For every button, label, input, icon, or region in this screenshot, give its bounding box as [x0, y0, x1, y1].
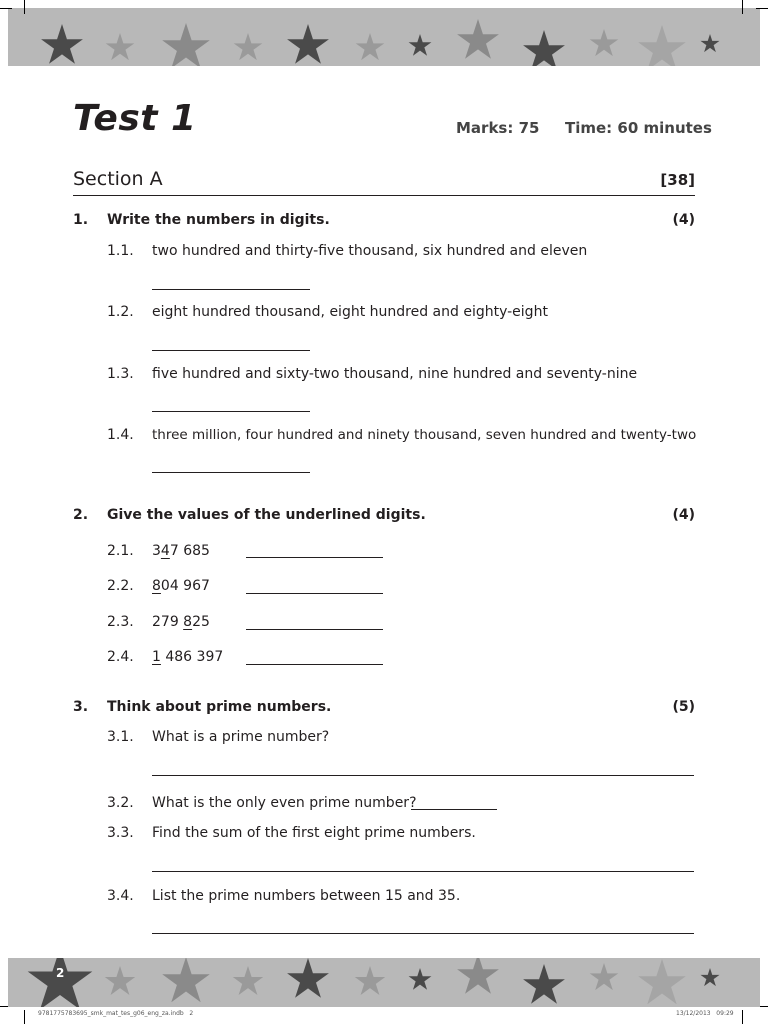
question-number: 1.: [73, 212, 89, 228]
star-icon: [523, 30, 565, 66]
sub-question-number: 1.3.: [107, 366, 134, 382]
digits-after: 7 685: [169, 543, 210, 559]
star-icon: [234, 33, 263, 60]
answer-line[interactable]: [152, 411, 310, 412]
sub-question-number: 2.4.: [107, 649, 134, 665]
number-with-underlined-digit: [152, 649, 223, 665]
star-icon: [287, 958, 329, 998]
question-prompt: Write the numbers in digits.: [107, 212, 330, 228]
question-marks: (5): [672, 699, 695, 715]
question-number: 2.: [73, 507, 89, 523]
sub-question-number: 3.3.: [107, 825, 134, 841]
star-decoration-bottom: [8, 958, 760, 1007]
crop-mark: [742, 0, 743, 14]
sub-question-text: What is a prime number?: [152, 729, 330, 745]
star-icon: [523, 964, 565, 1004]
star-icon: [356, 33, 385, 60]
digits-after: 486 397: [160, 649, 224, 665]
star-icon: [590, 29, 619, 56]
star-icon: [457, 19, 499, 59]
answer-line[interactable]: [246, 557, 383, 558]
sub-question-text: Find the sum of the first eight prime numbers.: [152, 825, 476, 841]
number-with-underlined-digit: [152, 614, 210, 630]
answer-line[interactable]: [152, 472, 310, 473]
time-allowed: Time: 60 minutes: [565, 119, 712, 137]
page-number: 2: [56, 966, 65, 980]
sub-question-number: 1.2.: [107, 304, 134, 320]
answer-line[interactable]: [246, 629, 383, 630]
star-icon: [287, 24, 329, 64]
star-icon: [638, 959, 686, 1004]
section-title: Section A: [73, 168, 163, 190]
question-prompt: Think about prime numbers.: [107, 699, 332, 715]
sub-question-text: three million, four hundred and ninety thousand, seven hundred and twenty-two: [152, 427, 697, 443]
star-icon: [106, 33, 135, 60]
star-icon: [355, 966, 385, 995]
sub-question-number: 3.1.: [107, 729, 134, 745]
question-marks: (4): [672, 212, 695, 228]
digits-after: 04 967: [160, 578, 210, 594]
question-prompt: Give the values of the underlined digits.: [107, 507, 426, 523]
underlined-digit: 4: [160, 543, 170, 559]
section-divider: [73, 195, 695, 196]
sub-question-number: 2.3.: [107, 614, 134, 630]
sub-question-text: eight hundred thousand, eight hundred and eighty-eight: [152, 304, 548, 320]
sub-question-text: List the prime numbers between 15 and 35.: [152, 888, 461, 904]
answer-line[interactable]: [152, 933, 694, 934]
star-icon: [41, 24, 83, 64]
footer-star-band: [8, 958, 760, 1007]
sub-question-text: two hundred and thirty-five thousand, six hundred and eleven: [152, 243, 588, 259]
answer-line[interactable]: [246, 593, 383, 594]
answer-line[interactable]: [152, 775, 694, 776]
page-title: Test 1: [73, 98, 197, 139]
star-icon: [162, 958, 210, 1002]
sub-question-number: 3.2.: [107, 795, 134, 811]
number-with-underlined-digit: [152, 543, 210, 559]
star-icon: [700, 968, 719, 986]
total-marks: Marks: 75: [456, 119, 540, 137]
answer-line[interactable]: [411, 809, 497, 810]
sub-question-number: 1.4.: [107, 427, 134, 443]
crop-mark: [24, 0, 25, 14]
crop-mark: [0, 8, 12, 9]
sub-question-number: 1.1.: [107, 243, 134, 259]
answer-line[interactable]: [246, 664, 383, 665]
section-marks: [38]: [660, 171, 695, 189]
star-icon: [105, 966, 135, 995]
digits-before: 3: [152, 543, 161, 559]
star-icon: [638, 25, 686, 66]
star-icon: [233, 966, 263, 995]
sub-question-text: What is the only even prime number?: [152, 795, 417, 811]
answer-line[interactable]: [152, 871, 694, 872]
star-icon: [700, 34, 719, 52]
sub-question-text: five hundred and sixty-two thousand, nine hundred and seventy-nine: [152, 366, 638, 382]
star-icon: [409, 968, 432, 990]
question-marks: (4): [672, 507, 695, 523]
crop-mark: [756, 8, 768, 9]
underlined-digit: 8: [183, 614, 193, 630]
star-decoration-top: [8, 8, 760, 66]
sub-question-number: 2.1.: [107, 543, 134, 559]
sub-question-number: 3.4.: [107, 888, 134, 904]
star-icon: [409, 34, 432, 56]
digits-after: 25: [192, 614, 210, 630]
star-icon: [162, 23, 210, 66]
file-info: 9781775783695_smk_mat_tes_g06_eng_za.indb 2: [38, 1010, 194, 1017]
answer-line[interactable]: [152, 350, 310, 351]
print-timestamp: 13/12/2013 09:29: [676, 1010, 734, 1017]
underlined-digit: 8: [152, 578, 161, 594]
answer-line[interactable]: [152, 289, 310, 290]
star-icon: [457, 958, 499, 994]
star-icon: [590, 963, 619, 990]
number-with-underlined-digit: [152, 578, 210, 594]
underlined-digit: 1: [152, 649, 161, 665]
digits-before: 279: [152, 614, 184, 630]
sub-question-number: 2.2.: [107, 578, 134, 594]
question-number: 3.: [73, 699, 89, 715]
header-star-band: [8, 8, 760, 66]
crop-mark: [742, 1010, 743, 1024]
crop-mark: [24, 1010, 25, 1024]
